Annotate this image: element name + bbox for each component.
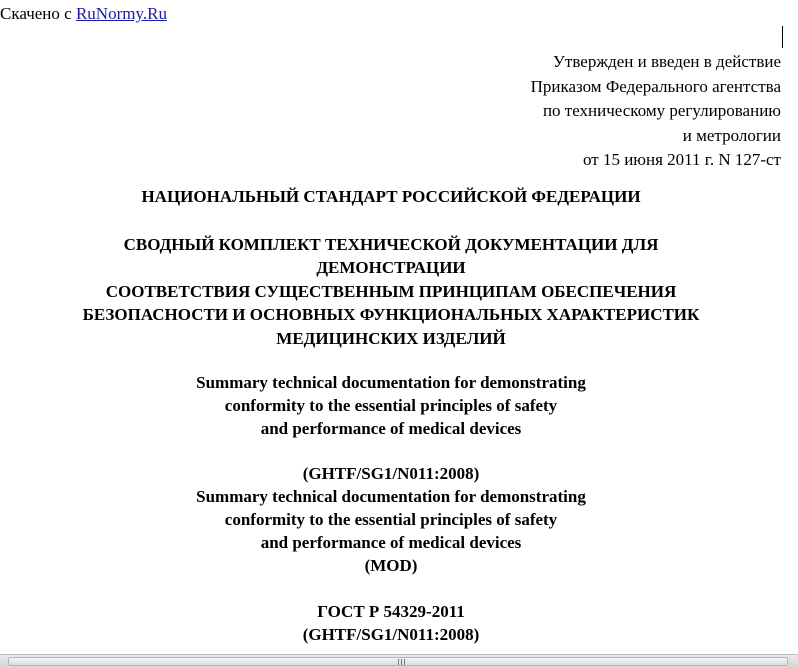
source-prefix: Скачено с [0,4,72,23]
ru-title-line: БЕЗОПАСНОСТИ И ОСНОВНЫХ ФУНКЦИОНАЛЬНЫХ ХАРАКТЕРИСТИК [82,305,700,325]
approval-block [531,50,781,173]
gost-designation [0,600,782,646]
text-caret [782,26,783,48]
approval-line: Приказом Федерального агентства [530,76,781,96]
grip-icon [398,659,407,665]
approval-line: Утвержден и введен в действие [552,52,781,71]
source-line [0,4,167,24]
ghtf-line: conformity to the essential principles of safety [224,510,558,529]
ru-title-line: СООТВЕТСТВИЯ СУЩЕСТВЕННЫМ ПРИНЦИПАМ ОБЕСПЕЧЕНИЯ [105,281,677,301]
standard-heading [0,186,782,208]
en-title-line: conformity to the essential principles of safety [224,396,558,415]
ru-title-line: СВОДНЫЙ КОМПЛЕКТ ТЕХНИЧЕСКОЙ ДОКУМЕНТАЦИИ ДЛЯ [123,235,659,254]
main-title: НАЦИОНАЛЬНЫЙ СТАНДАРТ РОССИЙСКОЙ ФЕДЕРАЦИИ [141,187,641,206]
horizontal-scrollbar[interactable] [0,654,798,668]
ghtf-line: and performance of medical devices [260,533,522,552]
approval-line: от 15 июня 2011 г. N 127-ст [582,150,781,169]
approval-line: по техническому регулированию [542,101,781,120]
gost-line: (GHTF/SG1/N011:2008) [302,625,480,644]
ghtf-line: Summary technical documentation for demonstrating [196,487,586,506]
scrollbar-thumb[interactable] [8,657,788,666]
ghtf-line: (GHTF/SG1/N011:2008) [302,464,480,483]
approval-line: и метрологии [682,125,781,145]
gost-line: ГОСТ Р 54329-2011 [317,602,465,621]
ru-title-line: ДЕМОНСТРАЦИИ [316,258,466,278]
en-title-line: Summary technical documentation for demonstrating [196,373,586,392]
english-title [0,371,782,440]
ru-title-line: МЕДИЦИНСКИХ ИЗДЕЛИЙ [276,328,506,348]
ghtf-line: (MOD) [364,556,418,575]
ghtf-reference-block [0,462,782,577]
russian-title [0,233,782,350]
runormy-link[interactable]: RuNormy.Ru [75,4,167,23]
en-title-line: and performance of medical devices [260,419,522,438]
